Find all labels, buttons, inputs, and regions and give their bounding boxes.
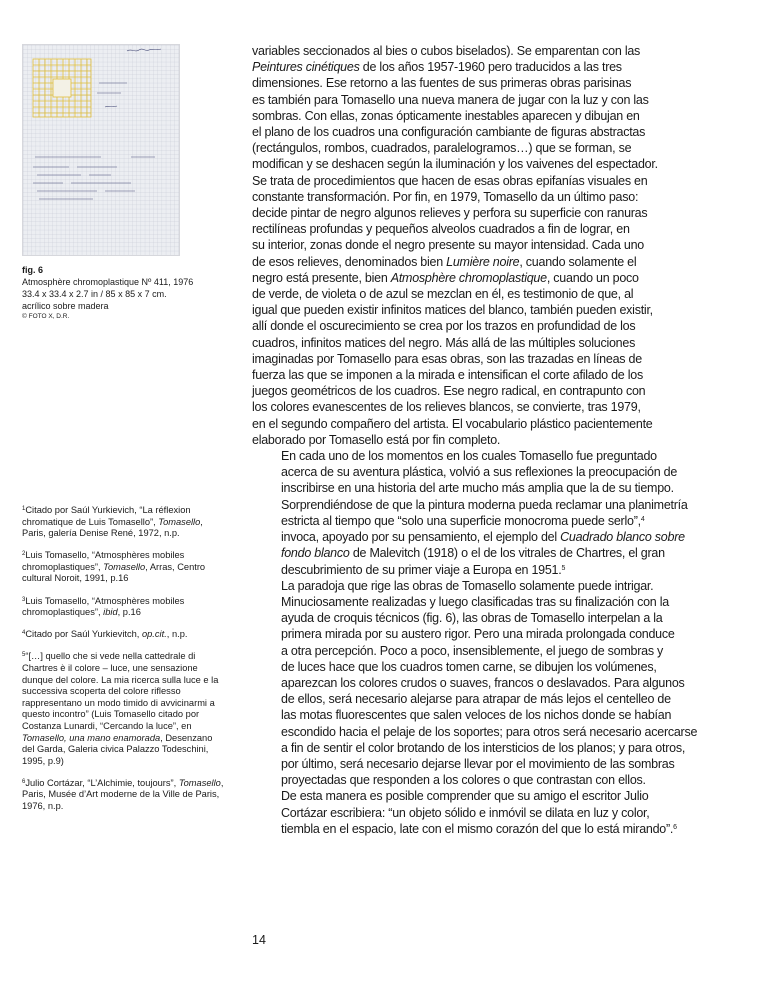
italic-title: Tomasello, una mano enamorada <box>22 732 161 743</box>
text-run: descubrimiento de su primer viaje a Europa en 1951. <box>281 562 562 577</box>
figure-caption <box>22 264 222 322</box>
page-number: 14 <box>252 933 266 947</box>
italic-title: Tomasello <box>103 561 146 572</box>
text-run: negro está presente, bien <box>252 270 391 285</box>
text-run: por último, será necesario dejarse llevar por el movimiento de las sombras <box>281 756 675 771</box>
italic-title: Lumière noire <box>446 254 520 269</box>
text-run: constante transformación. Por fin, en 1979, Tomasello da un último paso: <box>252 189 639 204</box>
italic-title: fondo blanco <box>281 546 350 561</box>
text-run: de los años 1957-1960 pero traducidos a las tres <box>359 60 622 75</box>
text-line <box>252 707 702 723</box>
italic-title: op.cit. <box>141 629 167 640</box>
text-line <box>252 156 702 172</box>
text-line <box>252 643 702 659</box>
paragraph <box>252 578 702 789</box>
text-run: allí donde el oscurecimiento se crea por los trazos en profundidad de los <box>252 319 636 334</box>
text-run: , Desenzano del Garda, Galeria civica Palazzo Todeschini, 1995, p.9) <box>22 732 213 766</box>
text-run: imaginadas por Tomasello para esas obras, son las trazadas en líneas de <box>252 351 642 366</box>
text-run: el plano de los cuadros una configuración cambiante de figuras abstractas <box>252 125 646 140</box>
text-line <box>252 464 702 480</box>
text-line <box>252 513 702 529</box>
body-text <box>252 43 702 837</box>
text-run: rectilíneas profundas y pequeños alveolos cuadrados a fin de lograr, en <box>252 222 630 237</box>
text-run: acerca de su aventura plástica, volvió a sus reflexiones la preocupación de <box>281 465 678 480</box>
text-run: Citado por Saúl Yurkievitch, <box>25 629 142 640</box>
text-line <box>252 821 702 837</box>
figure-label: fig. 6 <box>22 265 44 275</box>
text-run: Sorprendiéndose de que la pintura moderna pueda reclamar una planimetría <box>281 497 688 512</box>
text-line <box>252 724 702 740</box>
text-run: de luces hace que los cuadros tomen carne, se dibujen los volúmenes, <box>281 659 657 674</box>
text-line <box>252 626 702 642</box>
text-line <box>252 416 702 432</box>
text-run: , n.p. <box>166 629 188 640</box>
text-run: primera mirada por su austero rigor. Pero una mirada prolongada conduce <box>281 627 675 642</box>
text-run: estricta al tiempo que “solo una superficie monocroma puede serlo”, <box>281 513 641 528</box>
text-line <box>252 399 702 415</box>
text-run: a fin de sentir el color brotando de los intersticios de los planos; y para otros, <box>281 740 686 755</box>
text-run: los colores evanescentes de los relieves blancos, se convierte, tras 1979, <box>252 400 641 415</box>
text-run: (rectángulos, rombos, cuadrados, paralelogramos…) que se forman, se <box>252 141 632 156</box>
text-run: Luis Tomasello, “Atmosphères mobiles chromoplastiques”, <box>22 595 185 618</box>
text-line <box>252 140 702 156</box>
italic-title: Peintures cinétiques <box>252 60 360 75</box>
text-run: proyectadas que responden a los colores o que contrastan con ellos. <box>281 773 646 788</box>
text-line <box>252 529 702 545</box>
footnote-number: 6 <box>22 778 26 785</box>
text-line <box>252 659 702 675</box>
text-line <box>252 189 702 205</box>
text-run: tiembla en el espacio, late con el mismo corazón del que lo está mirando”. <box>281 821 674 836</box>
footnote <box>22 629 227 641</box>
text-run: de Malevitch (1918) o el de los vitrales de Chartres, el gran <box>349 546 665 561</box>
text-line <box>252 578 702 594</box>
text-line <box>252 562 702 578</box>
footnote-number: 5 <box>22 652 26 659</box>
text-line <box>252 43 702 59</box>
text-run: modifican y se deshacen según la iluminación y los vaivenes del espectador. <box>252 157 658 172</box>
text-run: , Arras, Centro cultural Noroit, 1991, p.16 <box>22 561 206 584</box>
text-run: , p.16 <box>117 607 141 618</box>
text-run: de ellos, será necesario alejarse para atrapar de más lejos el centelleo de <box>281 692 671 707</box>
text-line <box>252 351 702 367</box>
text-line <box>252 92 702 108</box>
italic-title: Tomasello <box>158 516 201 527</box>
text-line <box>252 108 702 124</box>
text-line <box>252 59 702 75</box>
text-line <box>252 205 702 221</box>
text-run: En cada uno de los momentos en los cuales Tomasello fue preguntado <box>281 449 657 464</box>
text-run: La paradoja que rige las obras de Tomasello solamente puede intrigar. <box>281 578 654 593</box>
text-line <box>252 318 702 334</box>
text-run: , cuando solamente el <box>519 254 637 269</box>
text-line <box>252 740 702 756</box>
text-line <box>252 302 702 318</box>
paragraph <box>252 788 702 837</box>
text-run: decide pintar de negro algunos relieves y perfora su superficie con ranuras <box>252 206 648 221</box>
text-line <box>252 805 702 821</box>
text-line <box>252 173 702 189</box>
footnote-ref: 6 <box>673 823 677 831</box>
text-line <box>252 756 702 772</box>
footnote <box>22 778 227 813</box>
caption-medium: acrílico sobre madera <box>22 301 109 311</box>
italic-title: Cuadrado blanco sobre <box>560 530 685 545</box>
text-run: juegos geométricos de los cuadros. Ese negro radical, en contrapunto con <box>252 384 646 399</box>
text-run: cuadros, infinitos matices del negro. Más allá de las múltiples soluciones <box>252 335 636 350</box>
footnote-number: 4 <box>22 630 26 637</box>
footnote <box>22 550 227 585</box>
text-run: De esta manera es posible comprender que su amigo el escritor Julio <box>281 789 649 804</box>
text-line <box>252 691 702 707</box>
text-line <box>252 335 702 351</box>
text-run: las motas fluorescentes que salen veloces de los nichos donde se habían <box>281 708 672 723</box>
text-line <box>252 480 702 496</box>
text-line <box>252 545 702 561</box>
paragraph <box>252 448 702 578</box>
footnote-ref: 4 <box>640 515 645 523</box>
footnote <box>22 505 227 540</box>
text-line <box>252 270 702 286</box>
text-run: escondido hacia el pelaje de los soportes; para otros será necesario acercarse <box>281 724 698 739</box>
text-line <box>252 594 702 610</box>
text-run: en el segundo compañero del artista. El vocabulario plástico pacientemente <box>252 416 653 431</box>
text-run: “[…] quello che si vede nella cattedrale di Chartres è il colore – luce, une sensazione dunque del colore. La mia ricerca sulla luce e la successiva scoperta del colore riflesso rappresentano un modo timido di avvicinarmi a questo incontro” (Luis Tomasello citado por Costanza Lunardi, “Cercando la luce”, en <box>22 651 219 731</box>
text-line <box>252 772 702 788</box>
text-line <box>252 448 702 464</box>
footnote <box>22 596 227 619</box>
text-run: Minuciosamente realizadas y luego clasificadas tras su finalización con la <box>281 594 669 609</box>
text-line <box>252 383 702 399</box>
text-line <box>252 610 702 626</box>
text-run: , Paris, Musée d’Art moderne de la Ville de Paris, 1976, n.p. <box>22 777 224 811</box>
text-run: de esos relieves, denominados bien <box>252 254 447 269</box>
text-line <box>252 675 702 691</box>
text-run: aparezcan los colores crudos o suaves, francos o deslavados. Para algunos <box>281 675 685 690</box>
text-line <box>252 124 702 140</box>
text-run: ayuda de croquis técnicos (fig. 6), las obras de Tomasello interpelan a la <box>281 611 663 626</box>
text-line <box>252 788 702 804</box>
text-line <box>252 75 702 91</box>
italic-title: ibid <box>103 607 118 618</box>
italic-title: Tomasello <box>178 777 221 788</box>
text-run: Se trata de procedimientos que hacen de esas obras epifanías visuales en <box>252 173 648 188</box>
text-run: Julio Cortázar, “L’Alchimie, toujours”, <box>25 777 179 788</box>
text-run: , cuando un poco <box>546 270 639 285</box>
text-line <box>252 237 702 253</box>
text-line <box>252 367 702 383</box>
footnote-number: 2 <box>22 551 26 558</box>
italic-title: Atmosphère chromoplastique <box>390 270 547 285</box>
footnote-number: 3 <box>22 596 26 603</box>
text-run: invoca, apoyado por su pensamiento, el ejemplo del <box>281 530 561 545</box>
caption-title: Atmosphère chromoplastique Nº 411, 1976 <box>22 277 194 287</box>
text-run: de verde, de violeta o de azul se mezclan en él, es testimonio de que, al <box>252 287 634 302</box>
text-line <box>252 221 702 237</box>
text-run: fuerza las que se imponen a la mirada e intensifican el corte afilado de los <box>252 368 643 383</box>
text-line <box>252 432 702 448</box>
footnote <box>22 651 227 767</box>
footnotes <box>22 505 227 823</box>
text-run: es también para Tomasello una nueva manera de jugar con la luz y con las <box>252 92 649 107</box>
text-line <box>252 497 702 513</box>
text-run: igual que pueden existir infinitos matices del blanco, también pueden existir, <box>252 303 653 318</box>
text-run: a otra percepción. Poco a poco, insensiblemente, el juego de sombras y <box>281 643 664 658</box>
text-run: Citado por Saúl Yurkievich, “La réflexion chromatique de Luis Tomasello”, <box>22 505 191 527</box>
text-run: inscribirse en una historia del arte mucho más amplia que la de su tiempo. <box>281 481 674 496</box>
text-run: variables seccionados al bies o cubos biselados). Se emparentan con las <box>252 44 641 58</box>
text-run: , Paris, galería Denise René, 1972, n.p. <box>22 516 203 539</box>
text-line <box>252 286 702 302</box>
text-line <box>252 254 702 270</box>
artwork-thumbnail-icon <box>22 44 180 256</box>
text-run: Luis Tomasello, “Atmosphères mobiles chromoplastiques”, <box>22 550 185 572</box>
footnote-number: 1 <box>22 506 26 512</box>
text-run: su interior, zonas donde el negro presente su mayor intensidad. Cada uno <box>252 238 644 253</box>
text-run: sombras. Con ellas, zonas ópticamente inestables aparecen y dibujan en <box>252 108 640 123</box>
paragraph <box>252 43 702 448</box>
text-run: elaborado por Tomasello está por fin completo. <box>252 432 501 447</box>
text-run: Cortázar escribiera: “un objeto sólido e inmóvil se dilata en luz y color, <box>281 805 650 820</box>
photo-credit: © FOTO X, D.R. <box>22 313 70 320</box>
text-run: dimensiones. Ese retorno a las fuentes de sus primeras obras parisinas <box>252 76 632 91</box>
footnote-ref: 5 <box>561 564 566 572</box>
caption-dimensions: 33.4 x 33.4 x 2.7 in / 85 x 85 x 7 cm. <box>22 289 167 299</box>
